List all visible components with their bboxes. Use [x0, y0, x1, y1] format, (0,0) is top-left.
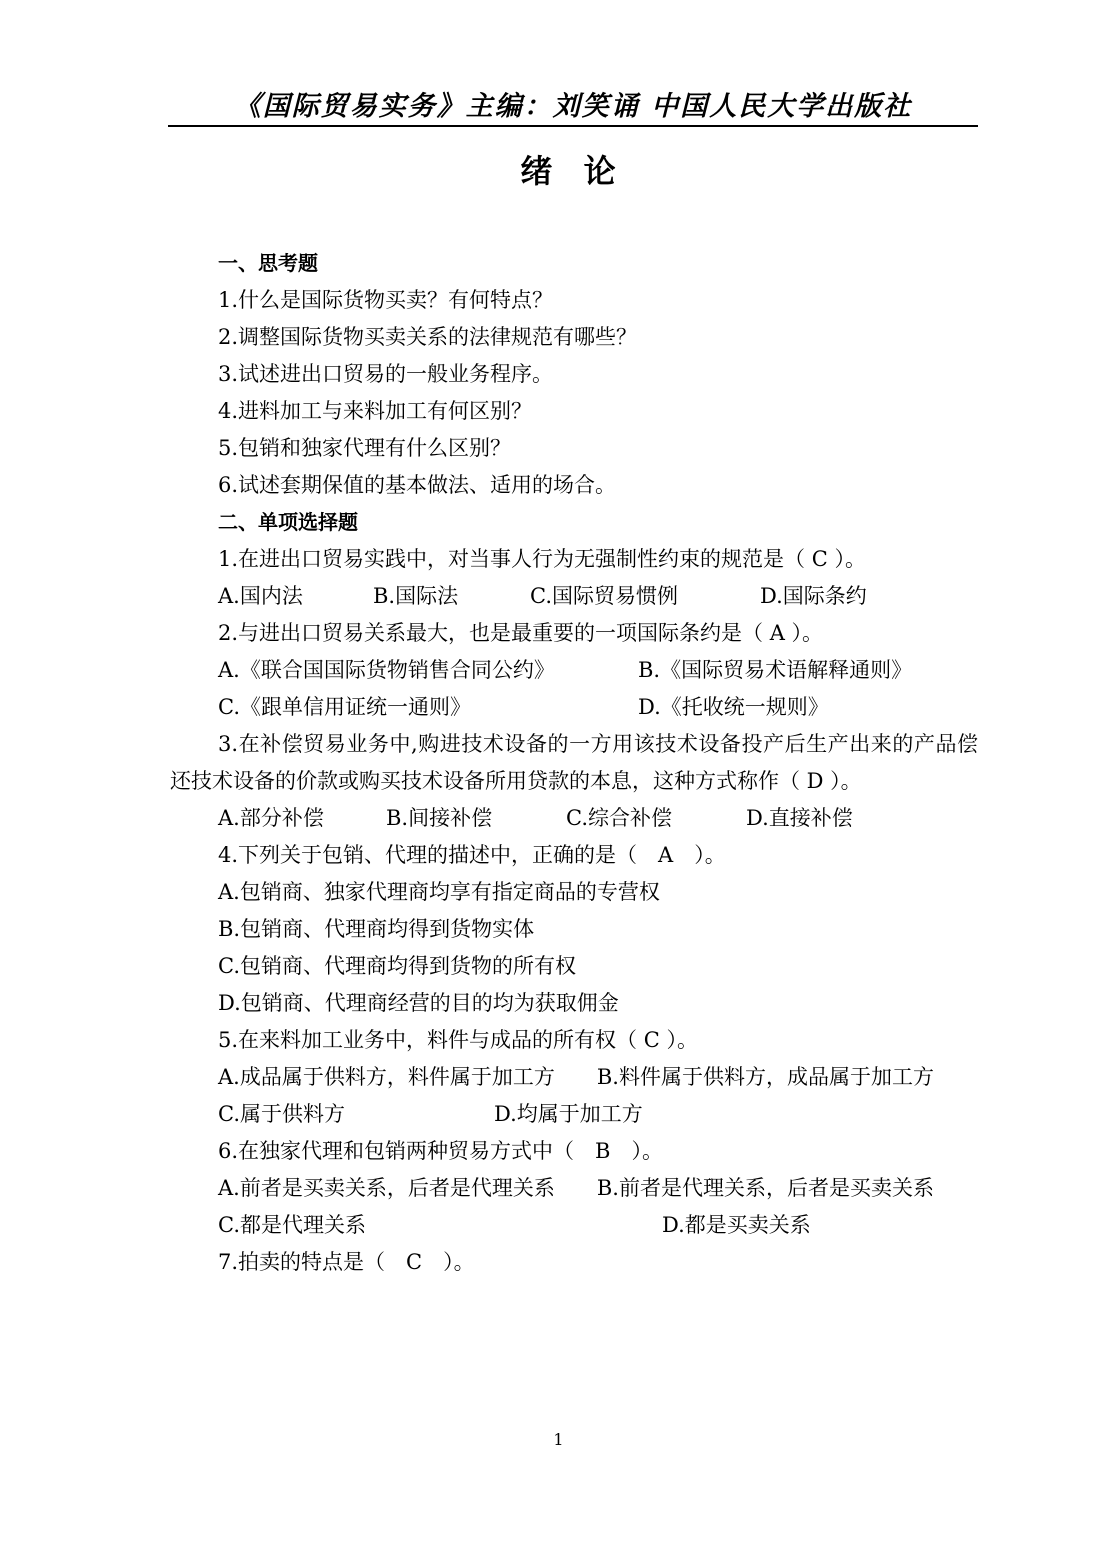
- page-number: 1: [553, 1430, 564, 1449]
- option: C.属于供料方: [218, 1102, 345, 1126]
- option-row: [170, 1207, 978, 1244]
- option-row: A.成品属于供料方，料件属于加工方 B.料件属于供料方，成品属于加工方: [218, 1065, 934, 1089]
- option: A.部分补偿: [218, 806, 324, 830]
- section-title: 一、思考题: [218, 251, 318, 275]
- option: C.都是代理关系: [218, 1213, 366, 1237]
- question-stem: 2.与进出口贸易关系最大，也是最重要的一项国际条约是（ A ）。: [218, 621, 824, 645]
- option: A.国内法: [218, 584, 303, 608]
- option: C.国际贸易惯例: [530, 584, 678, 608]
- question: 3.试述进出口贸易的一般业务程序。: [218, 362, 554, 386]
- question: 2.调整国际货物买卖关系的法律规范有哪些？: [218, 325, 638, 349]
- option-row: A.前者是买卖关系，后者是代理关系 B.前者是代理关系，后者是买卖关系: [218, 1176, 934, 1200]
- option: A.《联合国国际货物销售合同公约》: [218, 658, 555, 682]
- question: 4.进料加工与来料加工有何区别？: [218, 399, 533, 423]
- question-stem: 6.在独家代理和包销两种贸易方式中（ B ）。: [218, 1139, 663, 1163]
- section-title: 二、单项选择题: [218, 510, 358, 534]
- option: D.均属于加工方: [494, 1102, 643, 1126]
- question: 6.试述套期保值的基本做法、适用的场合。: [218, 473, 617, 497]
- option: C.包销商、代理商均得到货物的所有权: [218, 954, 576, 978]
- option-row: [170, 1096, 978, 1133]
- option: D.国际条约: [760, 584, 867, 608]
- question-stem: 3.在补偿贸易业务中,购进技术设备的一方用该技术设备投产后生产出来的产品偿还技术设备的价款或购买技术设备所用贷款的本息，这种方式称作（ D ）。: [170, 732, 978, 793]
- option: C.《跟单信用证统一通则》: [218, 695, 471, 719]
- option-row: [170, 689, 978, 726]
- option: A.包销商、独家代理商均享有指定商品的专营权: [218, 880, 660, 904]
- question-stem: 1.在进出口贸易实践中，对当事人行为无强制性约束的规范是（ C ）。: [218, 547, 866, 571]
- option: B.包销商、代理商均得到货物实体: [218, 917, 535, 941]
- option: B.国际法: [373, 584, 459, 608]
- option: B.间接补偿: [386, 806, 493, 830]
- option: C.综合补偿: [566, 806, 672, 830]
- question: 5.包销和独家代理有什么区别？: [218, 436, 512, 460]
- option: D.直接补偿: [746, 806, 853, 830]
- question-stem: 4.下列关于包销、代理的描述中，正确的是（ A ）。: [218, 843, 726, 867]
- content: [170, 245, 978, 1281]
- option: B.《国际贸易术语解释通则》: [638, 658, 913, 682]
- chapter-title: 绪 论: [520, 152, 626, 190]
- page-header: 《国际贸易实务》主编：刘笑诵 中国人民大学出版社: [233, 91, 913, 122]
- option-row: [170, 652, 978, 689]
- option: D.都是买卖关系: [662, 1213, 811, 1237]
- question-stem: 7.拍卖的特点是（ C ）。: [218, 1250, 475, 1274]
- question: 1.什么是国际货物买卖？有何特点？: [218, 288, 554, 312]
- option-row: [170, 578, 978, 615]
- option: D.包销商、代理商经营的目的均为获取佣金: [218, 991, 619, 1015]
- option-row: [170, 800, 978, 837]
- option: D.《托收统一规则》: [638, 695, 829, 719]
- header-rule: [168, 125, 978, 127]
- question-stem: 5.在来料加工业务中，料件与成品的所有权（ C ）。: [218, 1028, 698, 1052]
